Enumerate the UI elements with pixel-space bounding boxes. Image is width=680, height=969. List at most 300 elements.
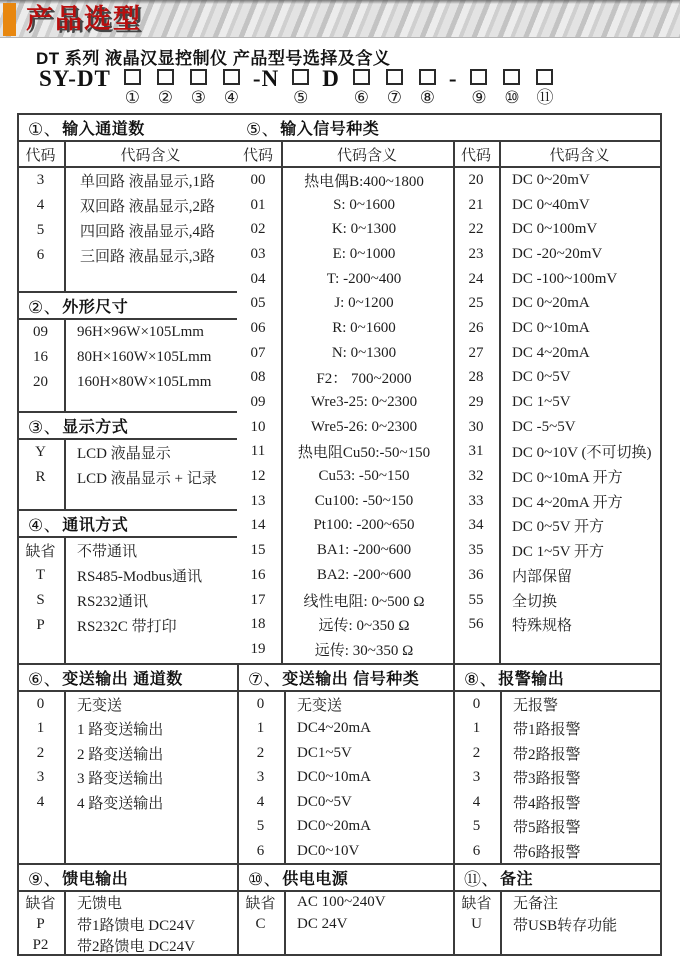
code-header-cell: 代码 [25, 147, 56, 164]
table-row [19, 588, 237, 613]
table-row [237, 637, 453, 662]
table-row [19, 243, 237, 268]
table-row [237, 588, 453, 613]
section-title [19, 511, 237, 538]
meaning-cell: 无馈电 [77, 896, 123, 913]
section-title-text: 报警输出 [498, 671, 565, 688]
table-row [237, 415, 453, 440]
section-display-mode [19, 411, 237, 509]
table-row [455, 415, 660, 440]
section-title [19, 865, 237, 892]
code-cell: 23 [468, 245, 484, 262]
meaning-cell: 带1路报警 [513, 722, 581, 739]
section-number: ⑩、 [248, 870, 282, 889]
table-row [455, 588, 660, 613]
model-box [124, 69, 141, 85]
meaning-cell: DC 0~10mA 开方 [512, 470, 623, 487]
meaning-cell: DC -5~5V [512, 418, 576, 435]
meaning-cell: DC 0~10mA [512, 319, 590, 336]
section-title-text: 变送输出 通道数 [62, 671, 183, 688]
model-position [345, 69, 378, 107]
table-row [19, 345, 237, 370]
meaning-cell: BA2: -200~600 [316, 566, 412, 583]
table-row [19, 935, 237, 954]
table-row [237, 563, 453, 588]
code-cell: 31 [468, 443, 484, 460]
code-cell: 6 [256, 842, 265, 859]
table-row [19, 717, 237, 742]
code-cell: 07 [250, 344, 266, 361]
model-position [411, 69, 444, 107]
code-cell: 34 [468, 517, 484, 534]
meaning-cell: S: 0~1600 [333, 196, 395, 213]
code-cell: 0 [256, 695, 265, 712]
code-cell: 08 [250, 369, 266, 386]
code-header-cell: 代码 [460, 147, 491, 164]
table-row [237, 390, 453, 415]
code-cell: 09 [33, 324, 48, 340]
code-cell: 36 [468, 566, 484, 583]
section-number: ⑧、 [464, 670, 498, 689]
code-header-cell: 代码 [242, 147, 273, 164]
table-row [455, 168, 660, 193]
code-cell: 16 [33, 349, 48, 365]
meaning-cell: 无报警 [513, 697, 559, 714]
section-title-text: 输入信号种类 [280, 121, 380, 138]
meaning-cell: 单回路 液晶显示,1路 [79, 174, 215, 190]
code-cell: 5 [256, 818, 265, 835]
meaning-cell: DC -100~100mV [512, 270, 618, 287]
meaning-cell: 带6路报警 [513, 844, 581, 861]
table-row [237, 538, 453, 563]
code-cell: 2 [256, 744, 265, 761]
model-position-number: ⑩ [504, 88, 520, 107]
table-row [237, 489, 453, 514]
meaning-cell: RS232C 带打印 [77, 619, 177, 635]
table-row [239, 839, 453, 863]
meaning-cell: DC 1~5V 开方 [512, 544, 605, 561]
code-cell: 00 [250, 171, 266, 188]
section-power-supply [237, 863, 453, 954]
code-cell: 6 [36, 247, 45, 263]
model-text: - [448, 66, 458, 91]
table-row [455, 914, 660, 936]
code-cell: U [471, 915, 482, 932]
model-box [386, 69, 403, 85]
meaning-cell: DC 0~5V 开方 [512, 519, 605, 536]
code-cell: 55 [468, 591, 484, 608]
model-position-number: ② [157, 88, 174, 107]
section-title [19, 413, 237, 440]
table-row [455, 267, 660, 292]
table-row [237, 612, 453, 637]
table-row [455, 464, 660, 489]
meaning-cell: 2 路变送输出 [77, 746, 164, 763]
meaning-header-cell: 代码含义 [336, 147, 397, 164]
code-cell: 20 [33, 374, 48, 390]
meaning-cell: 三回路 液晶显示,3路 [79, 249, 215, 265]
table-row [455, 242, 660, 267]
model-box [419, 69, 436, 85]
model-position-number: ④ [223, 88, 240, 107]
code-cell: 1 [256, 720, 265, 737]
code-cell: 26 [468, 319, 484, 336]
model-code-line [34, 66, 561, 113]
meaning-cell: DC -20~20mV [512, 245, 603, 262]
code-cell: P [36, 617, 45, 633]
meaning-cell: LCD 液晶显示 + 记录 [77, 471, 217, 487]
model-box [503, 69, 520, 85]
model-position-number: ⑪ [536, 88, 554, 107]
meaning-cell: DC 0~20mA [512, 295, 590, 312]
code-cell: C [255, 915, 266, 932]
meaning-cell: DC0~5V [297, 793, 352, 810]
table-row [455, 390, 660, 415]
section-number: ②、 [28, 298, 62, 317]
meaning-cell: 线性电阻: 0~500 Ω [303, 593, 425, 610]
model-box [292, 69, 309, 85]
code-cell: 4 [36, 793, 45, 810]
code-cell: T [35, 567, 46, 583]
code-cell: 28 [468, 369, 484, 386]
code-cell: 12 [250, 468, 266, 485]
meaning-cell: DC 4~20mA [512, 344, 590, 361]
model-box [157, 69, 174, 85]
table-row [455, 366, 660, 391]
code-cell: 10 [250, 418, 266, 435]
table-row [237, 464, 453, 489]
section-body [239, 692, 453, 863]
code-cell: 56 [468, 616, 484, 633]
meaning-cell: 带USB转存功能 [513, 917, 618, 934]
table-row [455, 766, 660, 791]
section-body [19, 142, 237, 291]
meaning-cell: DC1~5V [297, 744, 352, 761]
model-position [378, 69, 411, 107]
section-body [455, 892, 660, 954]
table-row [239, 692, 453, 717]
table-header-row [237, 142, 453, 168]
meaning-cell: DC4~20mA [297, 720, 371, 737]
meaning-cell: 无变送 [77, 697, 123, 714]
meaning-cell: F2： 700~2000 [316, 371, 412, 388]
meaning-cell: Cu53: -50~150 [318, 468, 410, 485]
code-cell: 01 [250, 196, 266, 213]
meaning-cell: DC 1~5V [512, 394, 571, 411]
table-row [19, 914, 237, 936]
code-cell: 5 [472, 818, 481, 835]
table-row [237, 440, 453, 465]
meaning-cell: 带4路报警 [513, 795, 581, 812]
model-position [116, 69, 149, 107]
table-row [455, 217, 660, 242]
signal-type-columns [237, 142, 660, 663]
code-cell: 5 [36, 222, 45, 238]
table-row [19, 168, 237, 193]
model-position [284, 69, 317, 107]
section-body [455, 692, 660, 863]
code-cell: 1 [472, 720, 481, 737]
code-cell: 14 [250, 517, 266, 534]
code-cell: 20 [468, 171, 484, 188]
table-row [19, 320, 237, 345]
meaning-cell: 带3路报警 [513, 771, 581, 788]
code-cell: 3 [472, 769, 481, 786]
table-row [19, 563, 237, 588]
code-cell: 13 [250, 492, 266, 509]
code-cell: 缺省 [245, 896, 276, 913]
meaning-cell: DC0~10V [297, 842, 360, 859]
model-position-number: ⑨ [471, 88, 487, 107]
code-cell: S [36, 592, 45, 608]
table-row [19, 465, 237, 490]
code-cell: 11 [250, 443, 266, 460]
table-row [455, 193, 660, 218]
section-feed-power-output [19, 863, 237, 954]
section-transmit-output-signal-types [237, 663, 453, 863]
code-cell: 缺省 [25, 896, 56, 913]
table-row [19, 766, 237, 791]
table-row [455, 892, 660, 914]
section-title-text: 馈电输出 [62, 871, 129, 888]
signal-type-column-pair [237, 142, 453, 663]
table-row [19, 790, 237, 815]
section-title-text: 输入通道数 [62, 121, 145, 138]
banner-accent-bar [3, 3, 16, 36]
table-row [19, 193, 237, 218]
model-box [353, 69, 370, 85]
meaning-cell: DC0~20mA [297, 818, 371, 835]
code-cell: 29 [468, 394, 484, 411]
meaning-cell: 无备注 [513, 896, 559, 913]
model-position-number: ⑤ [293, 88, 309, 107]
meaning-cell: 四回路 液晶显示,4路 [79, 224, 215, 240]
meaning-cell: T: -200~400 [326, 270, 402, 287]
code-cell: 27 [468, 344, 484, 361]
table-row [19, 692, 237, 717]
code-cell: 3 [36, 172, 45, 188]
table-header-row [19, 142, 237, 168]
meaning-cell: AC 100~240V [297, 894, 386, 911]
meaning-header-cell: 代码含义 [549, 147, 610, 164]
code-cell: 2 [36, 744, 45, 761]
section-title-text: 备注 [500, 871, 534, 888]
section-title-text: 显示方式 [62, 419, 129, 436]
code-cell: Y [35, 444, 46, 460]
meaning-cell: Wre3-25: 0~2300 [310, 394, 418, 411]
table-row [455, 538, 660, 563]
section-number: ④、 [28, 516, 62, 535]
meaning-cell: 带1路馈电 DC24V [77, 917, 195, 934]
section-number: ①、 [28, 120, 62, 139]
model-text: SY-DT [39, 66, 111, 91]
code-cell: 09 [250, 394, 266, 411]
table-row [455, 341, 660, 366]
code-cell: 2 [472, 744, 481, 761]
code-cell: 04 [250, 270, 266, 287]
meaning-header-cell: 代码含义 [120, 147, 181, 164]
table-header-row [455, 142, 660, 168]
meaning-cell: RS485-Modbus通讯 [77, 569, 203, 585]
code-cell: 05 [250, 295, 266, 312]
meaning-cell: 远传: 30~350 Ω [314, 642, 414, 659]
left-section-column [19, 115, 237, 663]
table-row [19, 218, 237, 243]
model-box [470, 69, 487, 85]
table-row [237, 168, 453, 193]
table-row [237, 291, 453, 316]
section-number: ③、 [28, 418, 62, 437]
model-box [536, 69, 553, 85]
section-alarm-output [453, 663, 660, 863]
meaning-cell: 远传: 0~350 Ω [318, 618, 410, 635]
model-position-number: ⑦ [386, 88, 402, 107]
section-title-text: 变送输出 信号种类 [282, 671, 420, 688]
meaning-cell: 带2路馈电 DC24V [77, 939, 195, 954]
code-cell: 1 [36, 720, 45, 737]
meaning-cell: BA1: -200~600 [316, 542, 412, 559]
table-row [455, 790, 660, 815]
model-box [190, 69, 207, 85]
meaning-cell: DC 0~5V [512, 369, 571, 386]
section-dimensions [19, 291, 237, 411]
table-row [239, 766, 453, 791]
model-box [223, 69, 240, 85]
section-body [19, 892, 237, 954]
meaning-cell: 热电偶B:400~1800 [304, 173, 424, 190]
meaning-cell: R: 0~1600 [332, 319, 396, 336]
section-number: ⑨、 [28, 870, 62, 889]
code-cell: 4 [256, 793, 265, 810]
model-position-number: ① [124, 88, 141, 107]
meaning-cell: 内部保留 [512, 568, 573, 585]
section-transmit-output-channels [19, 663, 237, 863]
code-cell: 02 [250, 221, 266, 238]
section-title [239, 865, 453, 892]
code-cell: 0 [472, 695, 481, 712]
code-cell: 4 [472, 793, 481, 810]
table-row [455, 489, 660, 514]
code-cell: 15 [250, 542, 266, 559]
code-cell: 17 [250, 591, 266, 608]
code-cell: 32 [468, 468, 484, 485]
meaning-cell: 4 路变送输出 [77, 795, 164, 812]
table-row [237, 242, 453, 267]
table-row [239, 741, 453, 766]
meaning-cell: 带2路报警 [513, 746, 581, 763]
section-number: ⑤、 [246, 120, 280, 139]
section-communication [19, 509, 237, 663]
section-body [19, 538, 237, 663]
table-row [455, 563, 660, 588]
section-body [19, 440, 237, 509]
meaning-cell: E: 0~1000 [332, 245, 396, 262]
meaning-cell: 80H×160W×105Lmm [77, 349, 212, 365]
section-input-signal-types [237, 115, 660, 663]
table-row [237, 217, 453, 242]
meaning-cell: DC 0~40mV [512, 196, 590, 213]
meaning-cell: DC 0~10V (不可切换) [512, 445, 652, 462]
code-cell: 21 [468, 196, 484, 213]
table-row [19, 741, 237, 766]
meaning-cell: DC 24V [297, 915, 348, 932]
section-title [19, 293, 237, 320]
section-title [237, 115, 660, 142]
meaning-cell: N: 0~1300 [331, 344, 397, 361]
table-row [237, 366, 453, 391]
section-title-text: 外形尺寸 [62, 299, 129, 316]
page-title: 产品选型 [26, 4, 142, 34]
code-cell: 30 [468, 418, 484, 435]
table-row [19, 538, 237, 563]
section-remarks [453, 863, 660, 954]
table-row [19, 613, 237, 638]
code-cell: 24 [468, 270, 484, 287]
table-row [455, 692, 660, 717]
code-cell: 缺省 [461, 896, 492, 913]
code-cell: 19 [250, 640, 266, 657]
table-row [239, 790, 453, 815]
section-input-channels [19, 115, 237, 291]
meaning-cell: 1 路变送输出 [77, 722, 164, 739]
table-row [19, 892, 237, 914]
section-title [455, 665, 660, 692]
section-title [239, 665, 453, 692]
section-number: ⑥、 [28, 670, 62, 689]
table-row [237, 267, 453, 292]
meaning-cell: Pt100: -200~650 [313, 517, 415, 534]
table-row [455, 316, 660, 341]
table-row [239, 815, 453, 840]
meaning-cell: LCD 液晶显示 [77, 446, 171, 462]
model-position [528, 69, 561, 107]
code-cell: 25 [468, 295, 484, 312]
meaning-cell: 无变送 [297, 697, 343, 714]
code-cell: 3 [36, 769, 45, 786]
code-cell: 03 [250, 245, 266, 262]
model-position [215, 69, 248, 107]
meaning-cell: 96H×96W×105Lmm [77, 324, 204, 340]
code-cell: P [36, 915, 45, 932]
meaning-cell: 特殊规格 [512, 618, 573, 635]
code-cell: P2 [32, 937, 49, 954]
code-cell: 16 [250, 566, 266, 583]
meaning-cell: DC 0~20mV [512, 171, 590, 188]
section-number: ⑪、 [464, 870, 499, 889]
section-title [19, 665, 237, 692]
table-row [237, 193, 453, 218]
meaning-cell: 不带通讯 [77, 544, 138, 560]
code-cell: 0 [36, 695, 45, 712]
code-cell: 4 [36, 197, 45, 213]
code-cell: 22 [468, 221, 484, 238]
code-cell: 缺省 [25, 544, 56, 560]
section-title [19, 115, 237, 142]
code-cell: R [35, 469, 46, 485]
meaning-cell: J: 0~1200 [334, 295, 394, 312]
meaning-cell: 全切换 [512, 593, 558, 610]
code-cell: 35 [468, 542, 484, 559]
meaning-cell: 双回路 液晶显示,2路 [79, 199, 215, 215]
table-row [455, 514, 660, 539]
code-cell: 3 [256, 769, 265, 786]
meaning-cell: RS232通讯 [77, 594, 148, 610]
table-row [237, 341, 453, 366]
meaning-cell: 160H×80W×105Lmm [77, 374, 212, 390]
section-body [19, 320, 237, 411]
series-subtitle: DT 系列 液晶汉显控制仪 产品型号选择及含义 [36, 49, 391, 68]
code-cell: 33 [468, 492, 484, 509]
